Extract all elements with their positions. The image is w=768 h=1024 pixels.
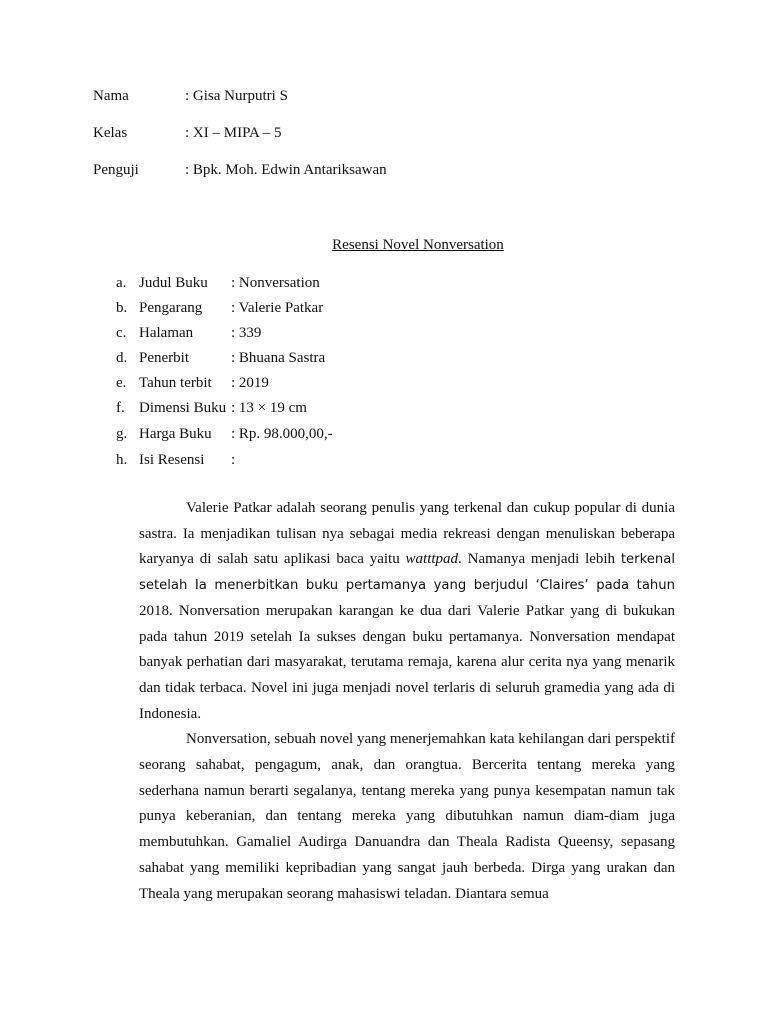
info-row bbox=[116, 273, 676, 293]
info-key: Isi Resensi bbox=[139, 452, 205, 468]
info-row bbox=[116, 424, 676, 444]
info-value: : Rp. 98.000,00,- bbox=[231, 426, 333, 442]
info-key: Pengarang bbox=[139, 300, 203, 316]
info-value: : 2019 bbox=[231, 375, 269, 391]
info-value: : Bhuana Sastra bbox=[231, 350, 326, 366]
info-mark: d. bbox=[116, 350, 128, 366]
info-mark: e. bbox=[116, 375, 127, 391]
nama-label: Nama bbox=[93, 88, 129, 104]
info-row bbox=[116, 450, 676, 470]
info-value: : bbox=[231, 452, 236, 468]
info-value: : Valerie Patkar bbox=[231, 300, 324, 316]
info-value: : 339 bbox=[231, 325, 262, 341]
paragraph-1-italic: watttpad bbox=[405, 551, 459, 568]
document-title-text: Resensi Novel Nonversation bbox=[332, 237, 504, 253]
penguji-label: Penguji bbox=[93, 162, 139, 178]
info-key: Halaman bbox=[139, 325, 194, 341]
document-title bbox=[0, 235, 768, 255]
paragraph-1-text-c: 2018. Nonversation merupakan karangan ke dua dari Valerie Patkar yang di bukukan pada tahun 2019 setelah Ia sukses dengan buku pertamanya. Nonversation mendapat banyak perhatian dari masyarakat, terutama remaja, karena alur cerita nya yang menarik dan tidak terbaca. Novel ini juga menjadi novel terlaris di seluruh gramedia yang ada di Indonesia. bbox=[139, 602, 675, 722]
paragraph-1-text-b: . Namanya menjadi lebih bbox=[458, 551, 621, 568]
kelas-label: Kelas bbox=[93, 125, 128, 141]
info-key: Harga Buku bbox=[139, 426, 212, 442]
review-paragraph-1 bbox=[139, 496, 675, 727]
paragraph-1-alt-font-text: terkenal setelah Ia menerbitkan buku pertamanya yang berjudul ‘Claires’ pada tahun bbox=[139, 552, 675, 594]
kelas-value: : XI – MIPA – 5 bbox=[185, 125, 282, 141]
info-key: Penerbit bbox=[139, 350, 189, 366]
info-row bbox=[116, 398, 676, 418]
penguji-value: : Bpk. Moh. Edwin Antariksawan bbox=[185, 162, 387, 178]
paragraph-1-text-a: Valerie Patkar adalah seorang penulis yang terkenal dan cukup popular di dunia sastra. Ia menjadikan tulisan nya sebagai media rekreasi dengan menuliskan beberapa karyanya di salah satu aplikasi baca yaitu bbox=[139, 500, 675, 568]
info-mark: c. bbox=[116, 325, 127, 341]
info-value: : Nonversation bbox=[231, 275, 320, 291]
info-mark: f. bbox=[116, 400, 125, 416]
info-value: : 13 × 19 cm bbox=[231, 400, 307, 416]
info-row bbox=[116, 348, 676, 368]
info-row bbox=[116, 373, 676, 393]
review-body bbox=[139, 496, 675, 907]
info-mark: g. bbox=[116, 426, 128, 442]
info-mark: a. bbox=[116, 275, 127, 291]
info-mark: b. bbox=[116, 300, 128, 316]
info-key: Judul Buku bbox=[139, 275, 208, 291]
info-key: Tahun terbit bbox=[139, 375, 212, 391]
info-row bbox=[116, 298, 676, 318]
nama-value: : Gisa Nurputri S bbox=[185, 88, 288, 104]
info-row bbox=[116, 323, 676, 343]
info-mark: h. bbox=[116, 452, 128, 468]
review-paragraph-2: Nonversation, sebuah novel yang menerjemahkan kata kehilangan dari perspektif seorang sahabat, pengagum, anak, dan orangtua. Bercerita tentang mereka yang sederhana namun berarti segalanya, tentang mereka yang punya kesempatan namun tak punya keberanian, dan tentang mereka yang dibutuhkan namun diam-diam juga membutuhkan. Gamaliel Audirga Danuandra dan Theala Radista Queensy, sepasang sahabat yang memiliki kepribadian yang sangat jauh berbeda. Dirga yang urakan dan Theala yang merupakan seorang mahasiswi teladan. Diantara semua bbox=[139, 731, 675, 902]
info-key: Dimensi Buku bbox=[139, 400, 227, 416]
